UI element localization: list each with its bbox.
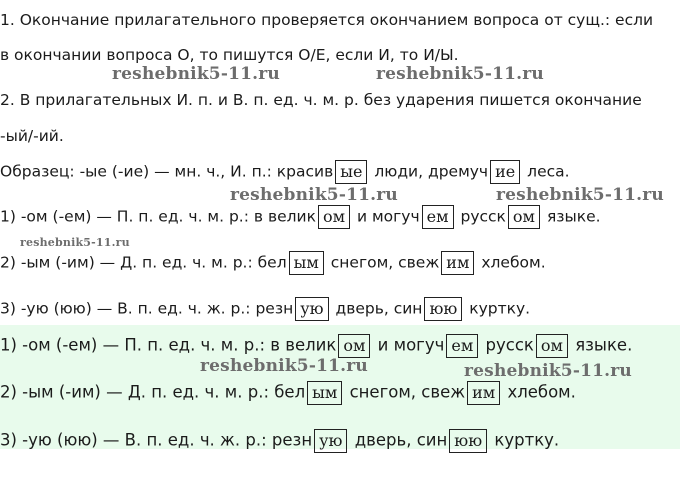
item-3-prefix: 3) -ую (юю) — В. п. ед. ч. ж. р.: резн: [0, 299, 294, 318]
answer-item-1-text-1: и могуч: [377, 335, 445, 355]
item-2-prefix: 2) -ым (-им) — Д. п. ед. ч. м. р.: бел: [0, 253, 287, 272]
item-1-box-1: ом: [318, 205, 350, 229]
answer-item-1-box-3: ом: [536, 334, 568, 358]
answer-item-1-box-1: ом: [338, 334, 370, 358]
rule-2-line-1: 2. В прилагательных И. п. и В. п. ед. ч. м. р. без ударения пишется окончание: [0, 91, 642, 109]
answer-item-3-box-2: юю: [449, 429, 487, 453]
example-prefix: Образец: -ые (-ие) — мн. ч., И. п.: красив: [0, 162, 334, 181]
watermark-text: reshebnik5-11.ru: [376, 64, 544, 84]
example-mid: люди, дремуч: [374, 162, 489, 181]
item-1-text-3: языке.: [546, 207, 601, 226]
item-3-text-2: куртку.: [469, 299, 531, 318]
rule-1-line-2: в окончании вопроса О, то пишутся О/Е, если И, то И/Ы.: [0, 46, 459, 64]
answer-item-3-text-1: дверь, син: [354, 430, 448, 450]
example-suffix: леса.: [527, 162, 570, 181]
answer-item-3-prefix: 3) -ую (юю) — В. п. ед. ч. ж. р.: резн: [0, 430, 313, 450]
item-1-text-1: и могуч: [356, 207, 420, 226]
answer-item-2-text-2: хлебом.: [507, 382, 576, 402]
answer-item-2-box-1: ым: [307, 381, 342, 405]
item-3-box-2: юю: [424, 297, 462, 321]
rule-2-line-2: -ый/-ий.: [0, 127, 64, 145]
watermark-text: reshebnik5-11.ru: [230, 185, 398, 205]
answer-item-3-box-1: ую: [314, 429, 347, 453]
item-1-text-2: русск: [460, 207, 506, 226]
example-box-1: ые: [335, 160, 367, 184]
answer-item-1-prefix: 1) -ом (-ем) — П. п. ед. ч. м. р.: в велик: [0, 335, 337, 355]
item-1-box-3: ом: [508, 205, 540, 229]
example-line: [0, 160, 570, 184]
watermark-text: reshebnik5-11.ru: [20, 236, 130, 249]
watermark-text: reshebnik5-11.ru: [200, 356, 368, 376]
answer-item-2-text-1: снегом, свеж: [349, 382, 466, 402]
answer-item-1-text-2: русск: [485, 335, 534, 355]
item-2: [0, 251, 546, 275]
answer-item-1: [0, 334, 632, 358]
answer-item-1-box-2: ем: [446, 334, 478, 358]
answer-item-2-box-2: им: [467, 381, 500, 405]
watermark-text: reshebnik5-11.ru: [464, 361, 632, 381]
item-2-box-2: им: [441, 251, 474, 275]
watermark-text: reshebnik5-11.ru: [112, 64, 280, 84]
item-1-box-2: ем: [422, 205, 454, 229]
answer-item-2-prefix: 2) -ым (-им) — Д. п. ед. ч. м. р.: бел: [0, 382, 306, 402]
item-2-text-2: хлебом.: [481, 253, 546, 272]
item-3: [0, 297, 530, 321]
item-3-box-1: ую: [295, 297, 328, 321]
answer-item-1-text-3: языке.: [575, 335, 633, 355]
watermark-text: reshebnik5-11.ru: [496, 185, 664, 205]
example-box-2: ие: [490, 160, 520, 184]
item-2-box-1: ым: [289, 251, 324, 275]
rule-1-line-1: 1. Окончание прилагательного проверяется окончанием вопроса от сущ.: если: [0, 11, 654, 29]
item-2-text-1: снегом, свеж: [330, 253, 440, 272]
item-3-text-1: дверь, син: [335, 299, 423, 318]
answer-item-2: [0, 381, 576, 405]
answer-item-3: [0, 429, 559, 453]
item-1-prefix: 1) -ом (-ем) — П. п. ед. ч. м. р.: в велик: [0, 207, 316, 226]
item-1: [0, 205, 601, 229]
answer-item-3-text-2: куртку.: [494, 430, 560, 450]
